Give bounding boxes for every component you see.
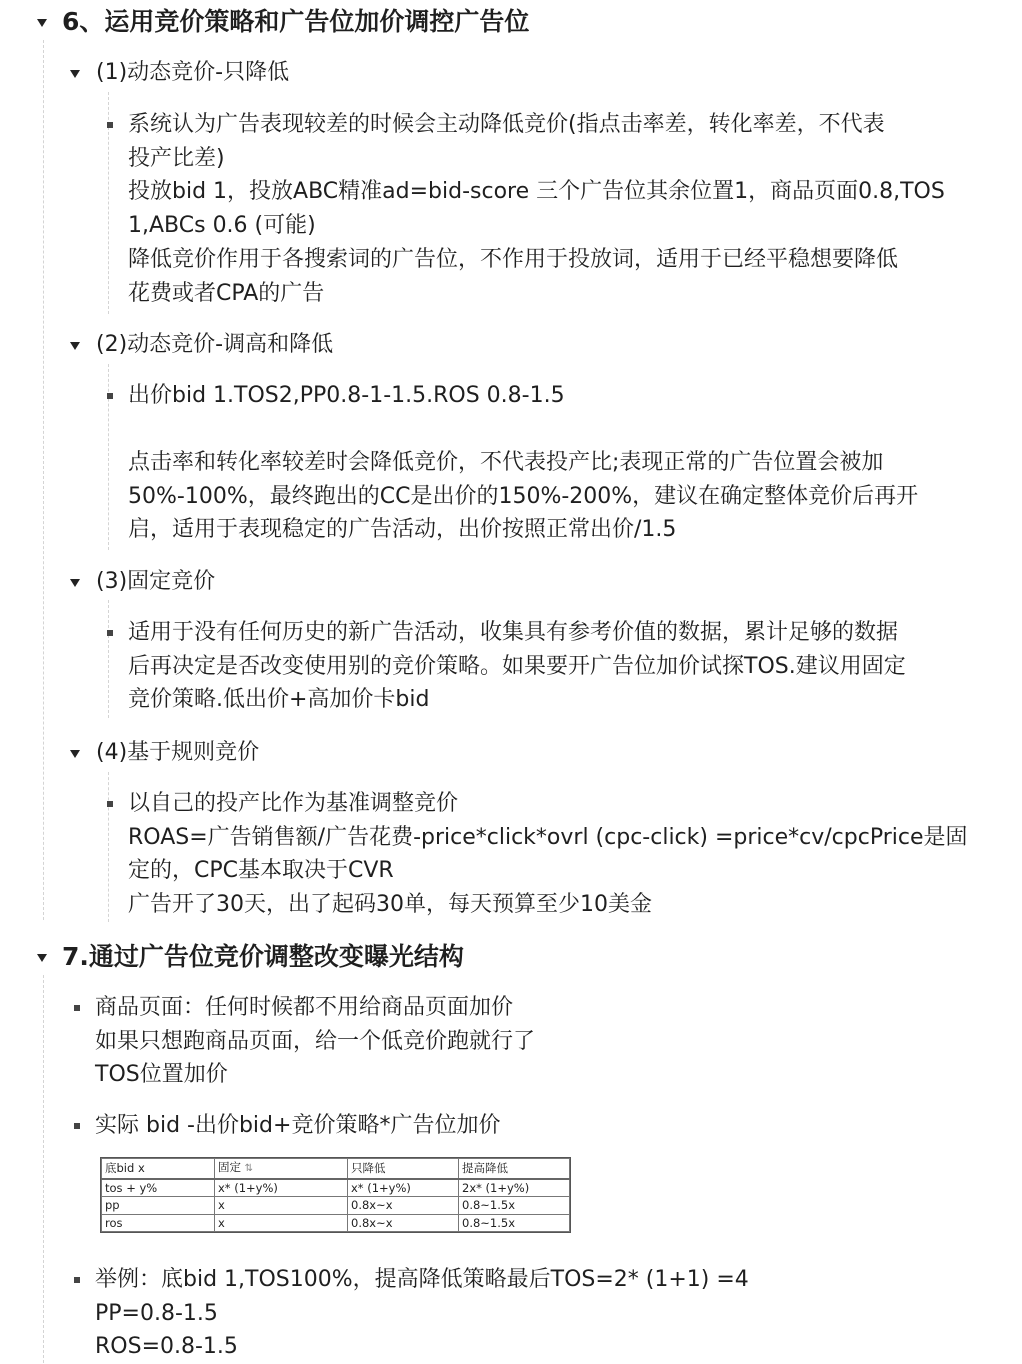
collapse-triangle-icon[interactable] [37,954,47,962]
table-cell: 0.8~1.5x [459,1197,570,1214]
bid-strategy-table [100,1157,571,1233]
collapse-triangle-icon[interactable] [70,750,80,758]
bullet-square-icon [107,393,113,399]
table-header-cell: 提高降低 [459,1159,570,1179]
section-7-item-2: 实际 bid -出价bid+竞价策略*广告位加价 [95,1113,501,1138]
text-line: TOS位置加价 [95,1062,228,1088]
table-cell: 0.8x~x [348,1214,459,1231]
table-row [102,1179,570,1197]
sort-arrow-icon: ⇅ [244,1163,254,1175]
text-line: 如果只想跑商品页面，给一个低竞价跑就行了 [95,1028,536,1054]
bullet-square-icon [74,1123,80,1129]
subsection-1-text [128,108,945,310]
table-header-text: 固定 [218,1160,241,1175]
indent-guide-sec7 [43,975,44,1363]
text-line: 投放bid 1，投放ABC精准ad=bid-score 三个广告位其余位置1，商品页面0.8,TOS [128,179,945,205]
indent-guide-sec6 [43,40,44,920]
subsection-2-text [128,446,918,547]
subsection-4-heading: (4)基于规则竞价 [96,740,260,765]
table-cell: 2x* (1+y%) [459,1179,570,1197]
subsection-3-text [128,616,906,717]
table-cell: x* (1+y%) [348,1179,459,1197]
subsection-2-bid-line: 出价bid 1.TOS2,PP0.8-1-1.5.ROS 0.8-1.5 [128,383,565,408]
text-line: 点击率和转化率较差时会降低竞价，不代表投产比;表现正常的广告位置会被加 [128,450,884,475]
indent-guide-sub3 [108,600,109,718]
table-cell: x* (1+y%) [215,1179,348,1197]
bullet-square-icon [107,801,113,807]
table-cell: 0.8x~x [348,1197,459,1214]
bullet-square-icon [74,1005,80,1011]
table-header-cell [215,1159,348,1179]
table-header-row [102,1159,570,1179]
table-cell: tos + y% [102,1179,215,1197]
subsection-4-text [128,787,968,922]
text-line: 50%-100%，最终跑出的CC是出价的150%-200%，建议在确定整体竞价后再开 [128,483,919,509]
table-row [102,1197,570,1214]
section-7-item-3 [95,1263,749,1364]
table-cell: pp [102,1197,215,1214]
text-line: 商品页面：任何时候都不用给商品页面加价 [95,995,514,1020]
indent-guide-sub2 [108,364,109,550]
subsection-2-heading: (2)动态竞价-调高和降低 [96,332,334,357]
table-header-cell: 底bid x [102,1159,215,1179]
text-line: 系统认为广告表现较差的时候会主动降低竞价(指点击率差，转化率差，不代表 [128,112,885,137]
table-header-cell: 只降低 [348,1159,459,1179]
table-row [102,1214,570,1231]
bullet-square-icon [107,630,113,636]
text-line: 花费或者CPA的广告 [128,280,325,306]
table-cell: ros [102,1214,215,1231]
text-line: 降低竞价作用于各搜索词的广告位，不作用于投放词，适用于已经平稳想要降低 [128,246,899,272]
text-line: ROAS=广告销售额/广告花费-price*click*ovrl (cpc-click) =price*cv/cpcPrice是固 [128,824,968,850]
text-line: 广告开了30天，出了起码30单，每天预算至少10美金 [128,892,652,918]
collapse-triangle-icon[interactable] [37,19,47,27]
text-line: 举例：底bid 1,TOS100%，提高降低策略最后TOS=2* (1+1) =4 [95,1267,749,1292]
section-7-heading: 7.通过广告位竞价调整改变曝光结构 [62,942,464,971]
bullet-square-icon [107,122,113,128]
text-line: 启，适用于表现稳定的广告活动，出价按照正常出价/1.5 [128,517,677,543]
text-line: 以自己的投产比作为基准调整竞价 [128,791,459,816]
table-cell: 0.8~1.5x [459,1214,570,1231]
subsection-3-heading: (3)固定竞价 [96,569,216,594]
text-line: 定的，CPC基本取决于CVR [128,858,394,884]
text-line: ROS=0.8-1.5 [95,1334,238,1360]
bullet-square-icon [74,1277,80,1283]
table-cell: x [215,1214,348,1231]
collapse-triangle-icon[interactable] [70,579,80,587]
text-line: PP=0.8-1.5 [95,1300,218,1326]
text-line: 适用于没有任何历史的新广告活动，收集具有参考价值的数据，累计足够的数据 [128,620,899,645]
text-line: 1,ABCs 0.6 (可能) [128,213,316,239]
indent-guide-sub4 [108,772,109,922]
text-line: 后再决定是否改变使用别的竞价策略。如果要开广告位加价试探TOS.建议用固定 [128,653,906,679]
text-line: 投产比差) [128,145,225,171]
section-7-item-1 [95,991,535,1092]
section-6-heading: 6、运用竞价策略和广告位加价调控广告位 [62,7,530,36]
collapse-triangle-icon[interactable] [70,342,80,350]
text-line: 竞价策略.低出价+高加价卡bid [128,687,430,713]
subsection-1-heading: (1)动态竞价-只降低 [96,60,290,85]
table-cell: x [215,1197,348,1214]
collapse-triangle-icon[interactable] [70,70,80,78]
